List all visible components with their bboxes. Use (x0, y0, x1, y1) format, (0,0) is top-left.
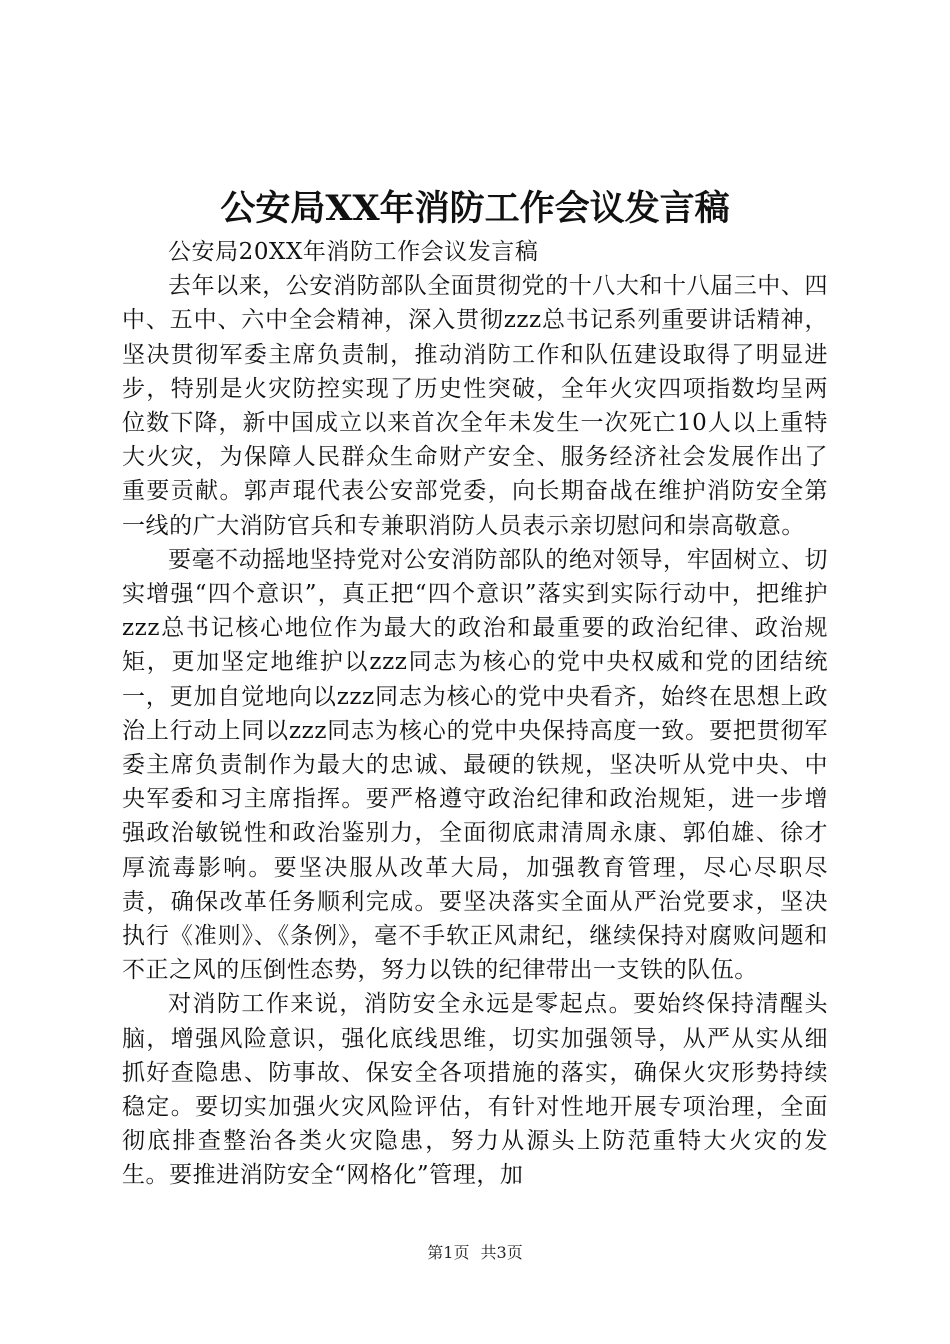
document-subtitle: 公安局20XX年消防工作会议发言稿 (168, 239, 539, 265)
paragraph-1: 去年以来，公安消防部队全面贯彻党的十八大和十八届三中、四中、五中、六中全会精神，深入贯彻zzz总书记系列重要讲话精神，坚决贯彻军委主席负责制，推动消防工作和队伍建设取得了明显进步，特别是火灾防控实现了历史性突破，全年火灾四项指数均呈两位数下降，新中国成立以来首次全年未发生一次死亡10人以上重特大火灾，为保障人民群众生命财产安全、服务经济社会发展作出了重要贡献。郭声琨代表公安部党委，向长期奋战在维护消防安全第一线的广大消防官兵和专兼职消防人员表示亲切慰问和崇高敬意。 (122, 273, 828, 539)
paragraph-2: 要毫不动摇地坚持党对公安消防部队的绝对领导，牢固树立、切实增强“四个意识”，真正把“四个意识”落实到实际行动中，把维护zzz总书记核心地位作为最大的政治和最重要的政治纪律、政治规矩，更加坚定地维护以zzz同志为核心的党中央权威和党的团结统一，更加自觉地向以zzz同志为核心的党中央看齐，始终在思想上政治上行动上同以zzz同志为核心的党中央保持高度一致。要把贯彻军委主席负责制作为最大的忠诚、最硬的铁规，坚决听从党中央、中央军委和习主席指挥。要严格遵守政治纪律和政治规矩，进一步增强政治敏锐性和政治鉴别力，全面彻底肃清周永康、郭伯雄、徐才厚流毒影响。要坚决服从改革大局，加强教育管理，尽心尽职尽责，确保改革任务顺利完成。要坚决落实全面从严治党要求，坚决执行《准则》、《条例》，毫不手软正风肃纪，继续保持对腐败问题和不正之风的压倒性态势，努力以铁的纪律带出一支铁的队伍。 (122, 546, 828, 984)
page-total: 共3页 (480, 1243, 523, 1262)
page-number: 第1页 (427, 1243, 470, 1262)
document-title: 公安局XX年消防工作会议发言稿 (220, 188, 730, 229)
paragraph-3: 对消防工作来说，消防安全永远是零起点。要始终保持清醒头脑，增强风险意识，强化底线思维，切实加强领导，从严从实从细抓好查隐患、防事故、保安全各项措施的落实，确保火灾形势持续稳定。要切实加强火灾风险评估，有针对性地开展专项治理，全面彻底排查整治各类火灾隐患，努力从源头上防范重特大火灾的发生。要推进消防安全“网格化”管理，加 (122, 991, 828, 1189)
document-body (122, 235, 828, 1193)
page-footer (0, 1242, 950, 1264)
